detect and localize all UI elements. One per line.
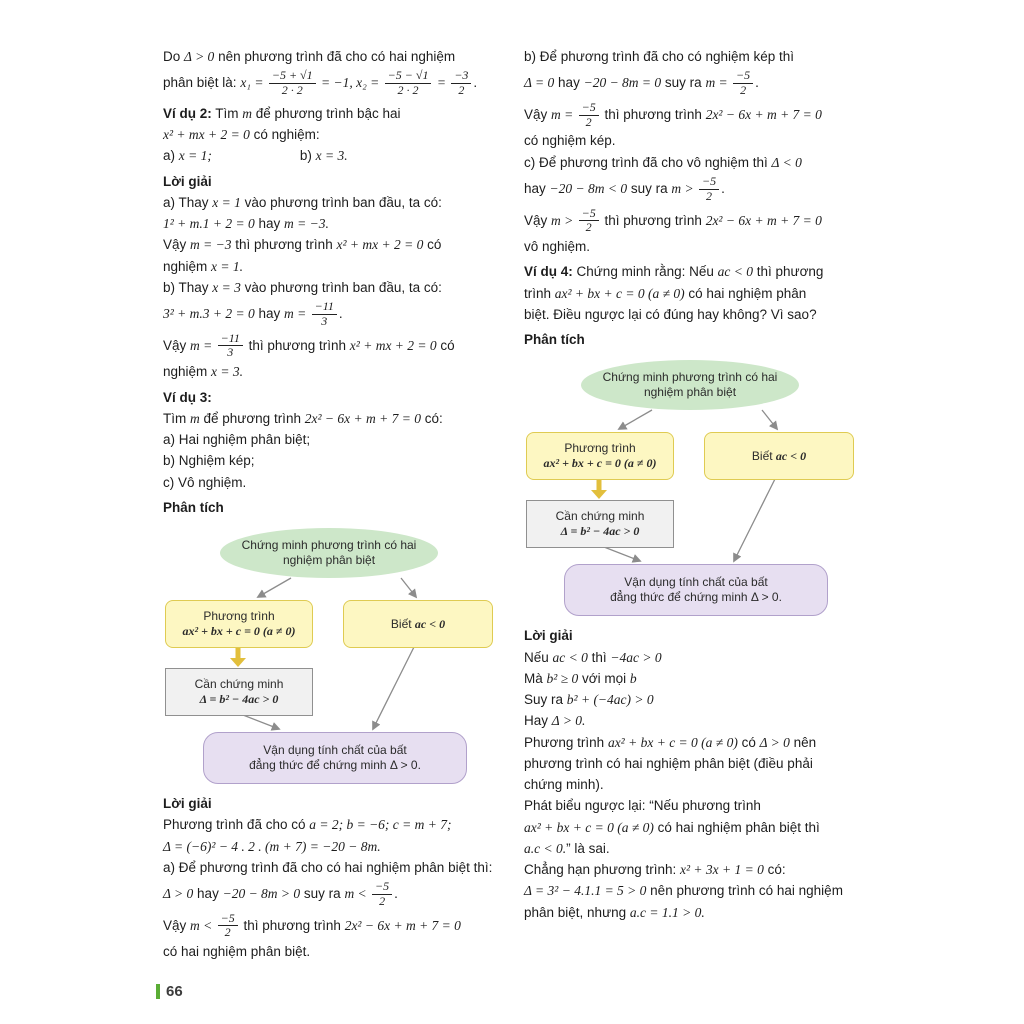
text-line: a) Hai nghiệm phân biệt; [163, 432, 311, 448]
text-line: Mà b² ≥ 0 với mọi b [524, 670, 637, 686]
flowchart-claim-title: Cần chứng minh [194, 677, 284, 692]
text-line: b) Thay x = 3 vào phương trình ban đầu, ta có: [163, 279, 442, 295]
text-line: biệt. Điều ngược lại có đúng hay không? Vì sao? [524, 306, 817, 322]
flowchart-equation-title: Phương trình [564, 441, 636, 456]
text-line: Phương trình đã cho có a = 2; b = −6; c = m + 7; [163, 817, 452, 833]
text-line: trình ax² + bx + c = 0 (a ≠ 0) có hai nghiệm phân [524, 285, 807, 301]
flowchart-claim-node [526, 500, 674, 548]
flowchart-given-node [343, 600, 493, 648]
flowchart-claim-math: Δ = b² − 4ac > 0 [560, 524, 640, 539]
text-line: Δ = 3² − 4.1.1 = 5 > 0 nên phương trình có hai nghiệm [524, 883, 843, 899]
text-line: b) Nghiệm kép; [163, 453, 255, 469]
analysis-heading: Phân tích [163, 499, 224, 515]
flowchart-goal-text: nghiệm phân biệt [643, 385, 737, 400]
text-line: Tìm m để phương trình 2x² − 6x + m + 7 = 0 có: [163, 410, 443, 426]
flowchart-method-node [203, 732, 467, 784]
text-line: phân biệt là: x₁ = $\frac{-5 + √1}{2 \cdot 2}$ = −1, x₂ = $\frac{-5 - √1}{2 \cdot 2}$ = $\frac{-3}{2}$ . [163, 68, 478, 98]
text-line: Vậy m = −3 thì phương trình x² + mx + 2 = 0 có [163, 237, 442, 253]
text-line: a.c < 0.” là sai. [524, 840, 610, 856]
text-line: Suy ra b² + (−4ac) > 0 [524, 692, 654, 708]
text-line: nghiệm x = 3. [163, 364, 244, 380]
solution-heading: Lời giải [524, 628, 573, 644]
text-line: x² + mx + 2 = 0 có nghiệm: [163, 127, 320, 143]
text-line: phân biệt, nhưng a.c = 1.1 > 0. [524, 904, 705, 920]
flowchart-equation-math: ax² + bx + c = 0 (a ≠ 0) [182, 624, 296, 639]
text-line: chứng minh). [524, 777, 604, 793]
flowchart-goal-text: Chứng minh phương trình có hai [602, 370, 778, 385]
analysis-heading: Phân tích [524, 332, 585, 348]
page-footer [156, 983, 183, 1000]
text-line: Phương trình ax² + bx + c = 0 (a ≠ 0) có Δ > 0 nên [524, 734, 817, 750]
text-line: a) Để phương trình đã cho có hai nghiệm phân biệt thì: [163, 859, 493, 875]
text-line: Hay Δ > 0. [524, 713, 586, 729]
text-line: a) x = 1; b) x = 3. [163, 148, 348, 164]
flowchart-given-node [704, 432, 854, 480]
flowchart-given-text: Biết ac < 0 [751, 448, 807, 463]
text-line: 1² + m.1 + 2 = 0 hay m = −3. [163, 216, 329, 232]
text-line: Do Δ > 0 nên phương trình đã cho có hai nghiệm [163, 49, 456, 64]
flowchart-method-text: Vận dụng tính chất của bất [263, 743, 407, 758]
flowchart-claim-math: Δ = b² − 4ac > 0 [199, 692, 279, 707]
flowchart-method-text: đẳng thức để chứng minh Δ > 0. [610, 590, 782, 605]
flowchart-equation-node [526, 432, 674, 480]
flowchart-goal-text: Chứng minh phương trình có hai [241, 538, 417, 553]
example-4-heading-line: Ví dụ 4: Chứng minh rằng: Nếu ac < 0 thì phương [524, 264, 824, 280]
text-line: Δ = (−6)² − 4 . 2 . (m + 7) = −20 − 8m. [163, 838, 381, 854]
text-line: b) Để phương trình đã cho có nghiệm kép thì [524, 49, 795, 64]
flowchart-method-text: đẳng thức để chứng minh Δ > 0. [249, 758, 421, 773]
solution-heading: Lời giải [163, 173, 212, 189]
text-line: Δ > 0 hay −20 − 8m > 0 suy ra m < $\frac{-5}{2}$ . [163, 879, 398, 908]
text-line: vô nghiệm. [524, 239, 591, 255]
text-line: Nếu ac < 0 thì −4ac > 0 [524, 649, 662, 665]
flowchart-equation-title: Phương trình [203, 609, 275, 624]
flowchart-given-text: Biết ac < 0 [390, 616, 446, 631]
text-line: 3² + m.3 + 2 = 0 hay m = $\frac{-11}{3}$ . [163, 299, 343, 328]
text-line: Vậy m = $\frac{-11}{3}$ thì phương trình x² + mx + 2 = 0 có [163, 330, 455, 360]
text-line: a) Thay x = 1 vào phương trình ban đầu, ta có: [163, 194, 442, 210]
text-line: Vậy m > $\frac{-5}{2}$ thì phương trình 2x² − 6x + m + 7 = 0 [524, 205, 822, 235]
page-accent-bar [156, 984, 160, 999]
flowchart-equation-node [165, 600, 313, 648]
analysis-flowchart [163, 528, 495, 784]
text-line: nghiệm x = 1. [163, 258, 244, 274]
left-column [163, 47, 495, 963]
text-line: Δ = 0 hay −20 − 8m = 0 suy ra m = $\frac{-5}{2}$ . [524, 68, 759, 98]
flowchart-equation-math: ax² + bx + c = 0 (a ≠ 0) [543, 456, 657, 471]
text-line: Vậy m < $\frac{-5}{2}$ thì phương trình 2x² − 6x + m + 7 = 0 [163, 910, 461, 940]
analysis-flowchart [524, 360, 856, 616]
solution-heading: Lời giải [163, 796, 212, 812]
flowchart-method-text: Vận dụng tính chất của bất [624, 575, 768, 590]
text-line: phương trình có hai nghiệm phân biệt (điều phải [524, 755, 813, 771]
flowchart-method-node [564, 564, 828, 616]
example-2-heading-line: Ví dụ 2: Tìm m để phương trình bậc hai [163, 105, 401, 121]
flowchart-goal-node [220, 528, 438, 578]
text-line: c) Vô nghiệm. [163, 474, 247, 490]
flowchart-claim-title: Cần chứng minh [555, 509, 645, 524]
text-line: Vậy m = $\frac{-5}{2}$ thì phương trình 2x² − 6x + m + 7 = 0 [524, 99, 822, 129]
text-line: hay −20 − 8m < 0 suy ra m > $\frac{-5}{2}$ . [524, 173, 725, 203]
flowchart-claim-node [165, 668, 313, 716]
text-line: có nghiệm kép. [524, 133, 616, 149]
text-line: Chẳng hạn phương trình: x² + 3x + 1 = 0 có: [524, 862, 786, 878]
flowchart-goal-text: nghiệm phân biệt [282, 553, 376, 568]
text-line: c) Để phương trình đã cho vô nghiệm thì Δ < 0 [524, 154, 802, 170]
page-number: 66 [166, 983, 183, 1000]
right-column [524, 47, 864, 924]
text-line: ax² + bx + c = 0 (a ≠ 0) có hai nghiệm phân biệt thì [524, 819, 820, 835]
text-line: Phát biểu ngược lại: “Nếu phương trình [524, 798, 761, 814]
example-3-heading-line: Ví dụ 3: [163, 389, 212, 405]
text-line: có hai nghiệm phân biệt. [163, 944, 311, 960]
